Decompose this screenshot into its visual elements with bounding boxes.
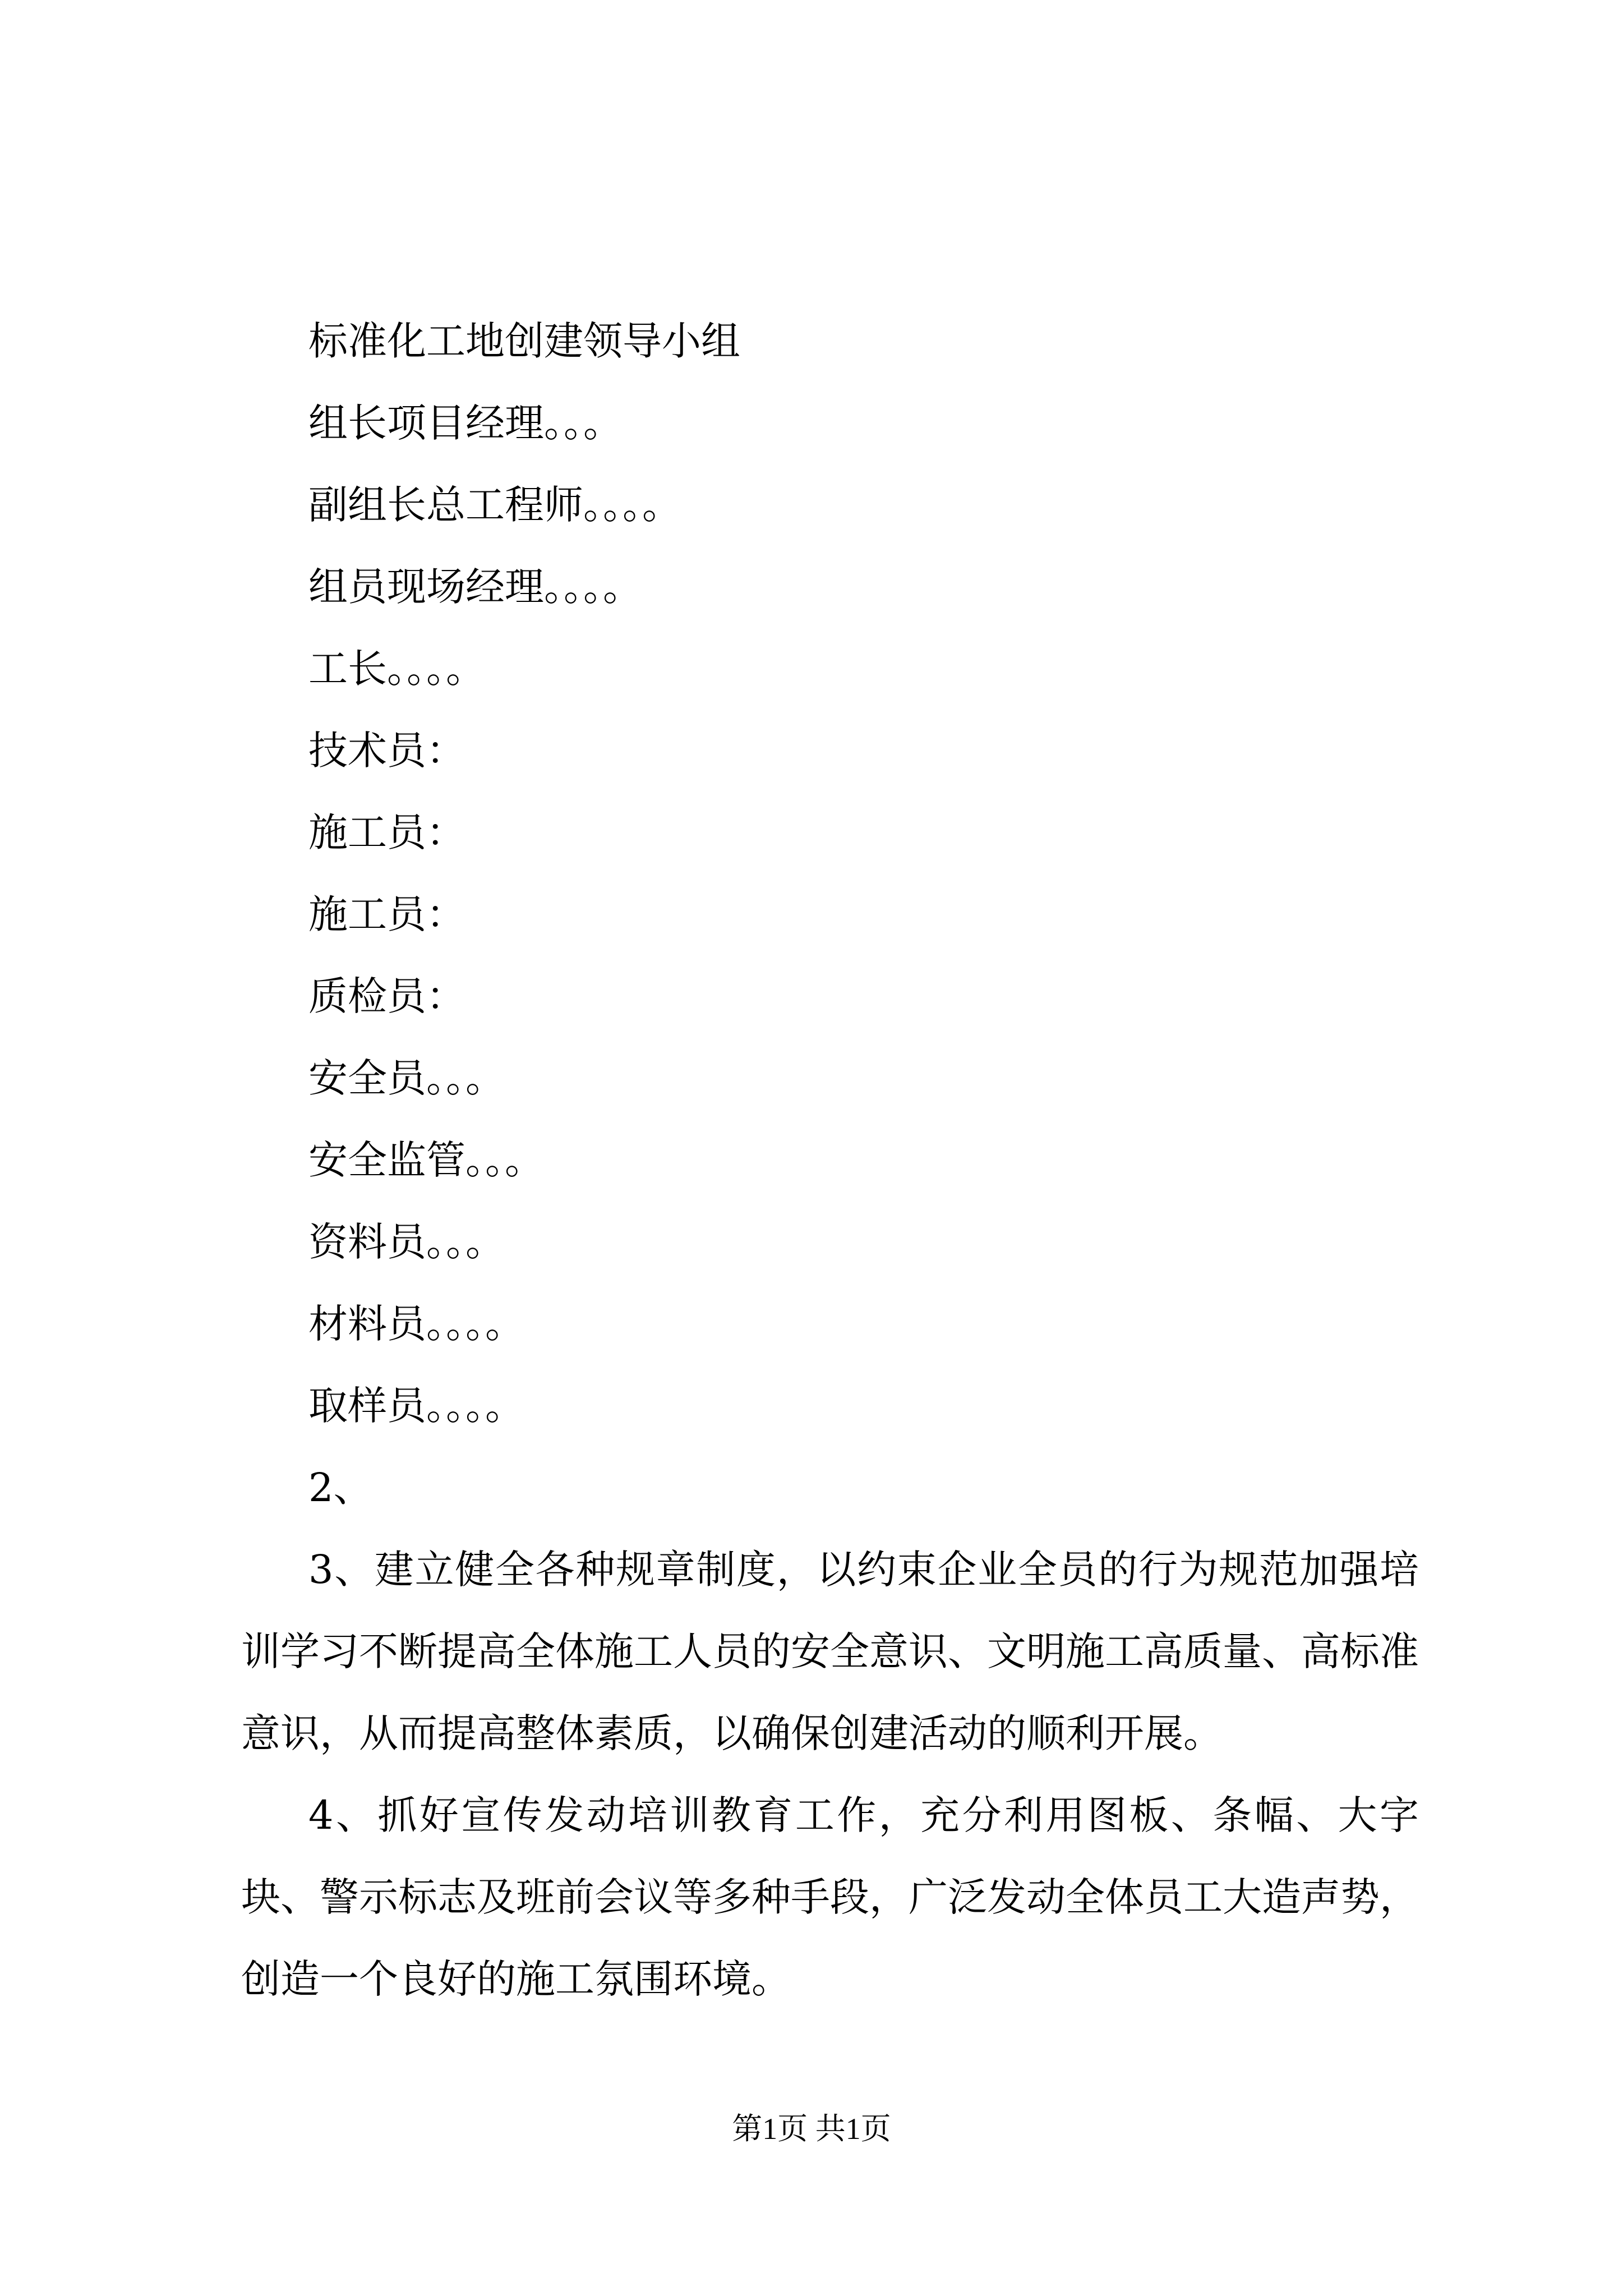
item-3-paragraph: 3、建立健全各种规章制度，以约束企业全员的行为规范加强培训学习不断提高全体施工人员的安全意识、文明施工高质量、高标准意识，从而提高整体素质，以确保创建活动的顺利开展。 <box>241 1547 1419 1756</box>
group-heading: 标准化工地创建领导小组 <box>308 318 740 364</box>
member-line-material-clerk: 材料员。。。。 <box>308 1301 524 1347</box>
member-line-constructor-2: 施工员： <box>308 891 465 937</box>
member-line-site-manager: 组员现场经理。。。。 <box>308 564 642 610</box>
member-line-safety-supervisor: 安全监管。。。 <box>308 1137 544 1183</box>
item-2-line: 2、 <box>308 1465 373 1511</box>
page-number-footer: 第1页 共1页 <box>732 2112 891 2146</box>
member-line-sampler: 取样员。。。。 <box>308 1383 524 1429</box>
member-line-deputy-leader: 副组长总工程师。。。。 <box>308 482 681 528</box>
member-line-technician: 技术员： <box>308 728 465 774</box>
member-line-leader: 组长项目经理。。。 <box>308 400 623 446</box>
document-body <box>241 300 1419 2020</box>
member-line-foreman: 工长。。。。 <box>308 646 485 692</box>
member-line-safety-officer: 安全员。。。 <box>308 1055 505 1101</box>
item-4-paragraph: 4、抓好宣传发动培训教育工作，充分利用图板、条幅、大字块、警示标志及班前会议等多种手段，广泛发动全体员工大造声势，创造一个良好的施工氛围环境。 <box>241 1792 1419 2002</box>
member-line-quality-inspector: 质检员： <box>308 973 465 1019</box>
member-line-document-clerk: 资料员。。。 <box>308 1219 505 1265</box>
member-line-constructor-1: 施工员： <box>308 809 465 855</box>
